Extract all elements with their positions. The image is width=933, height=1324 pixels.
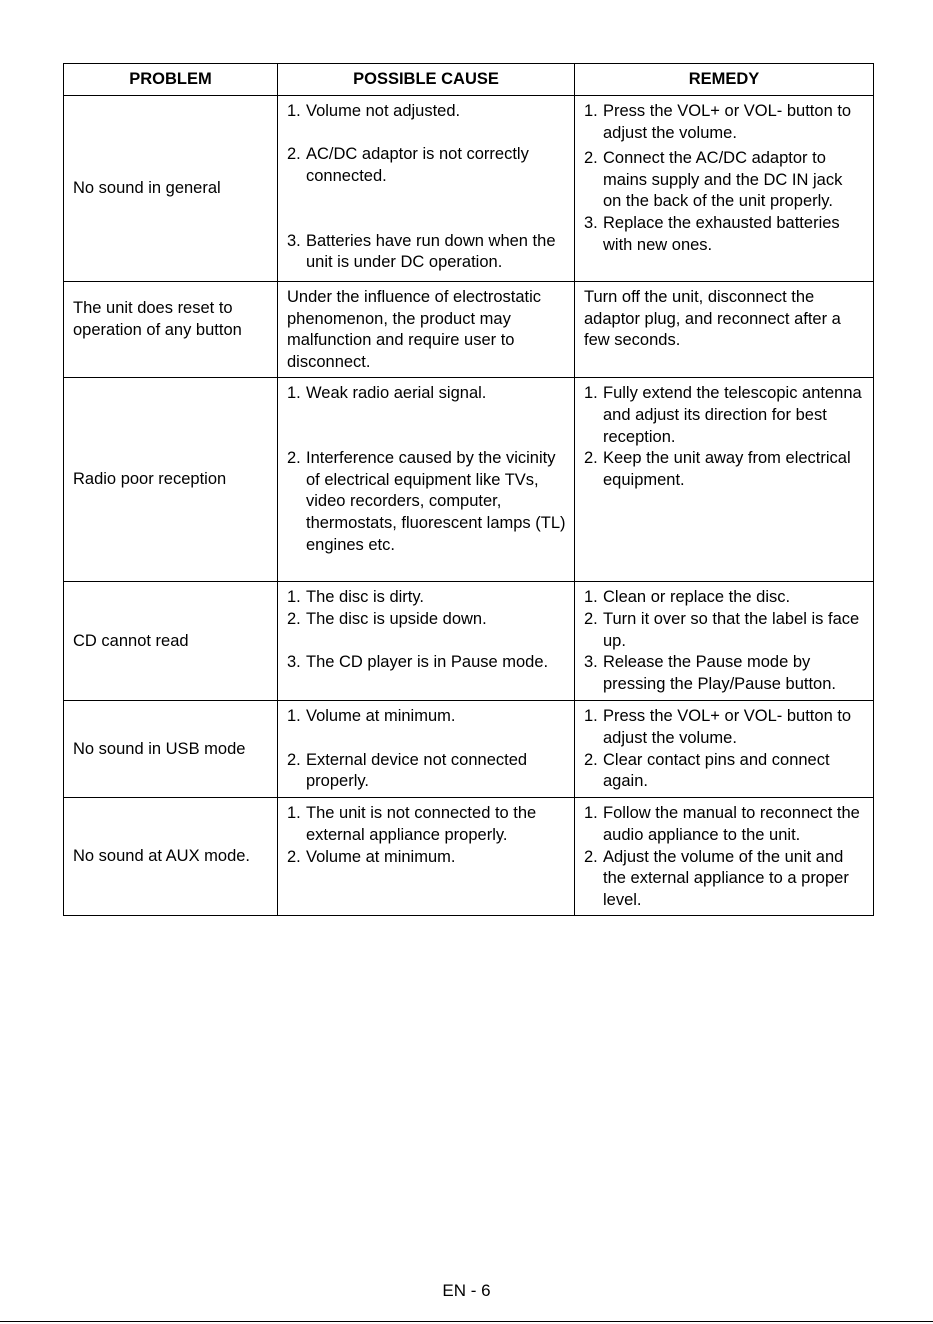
list-item: 1. The unit is not connected to the external appliance properly. [287,804,537,844]
header-remedy: REMEDY [575,64,874,96]
list-item: 1. Weak radio aerial signal. [287,384,487,403]
cause-cell [278,798,575,916]
list-item: 2. External device not connected properly. [287,750,528,791]
remedy-cell [575,378,874,582]
list-item: 2. AC/DC adaptor is not correctly connected. [287,145,529,185]
list-item: 1. Press the VOL+ or VOL- button to adjust the volume. [584,102,852,142]
header-problem: PROBLEM [64,64,278,96]
header-possible-cause: POSSIBLE CAUSE [278,64,575,96]
list-item: 1. Fully extend the telescopic antenna and adjust its direction for best reception. [584,384,862,446]
list-item: 2. Connect the AC/DC adaptor to mains supply and the DC IN jack on the back of the unit properly. [584,149,843,211]
list-item: 3. Batteries have run down when the unit is under DC operation. [287,231,556,272]
list-item: 1. Volume at minimum. [287,707,456,726]
remedy-cell [575,96,874,282]
list-item: 3. The CD player is in Pause mode. [287,653,549,672]
list-item: 2. Turn it over so that the label is face up. [584,609,860,650]
cause-cell [278,701,575,798]
remedy-cell: Turn off the unit, disconnect the adaptor plug, and reconnect after a few seconds. [575,282,874,378]
table-row [64,282,874,378]
list-item: 1. Clean or replace the disc. [584,588,791,607]
problem-cell: CD cannot read [64,582,278,701]
cause-cell [278,582,575,701]
table-row [64,378,874,582]
list-item: 2. Volume at minimum. [287,847,456,866]
problem-cell: The unit does reset to operation of any button [64,282,278,378]
problem-cell: Radio poor reception [64,378,278,582]
table-row [64,96,874,282]
list-item: 2. Clear contact pins and connect again. [584,750,830,791]
problem-cell: No sound in general [64,96,278,282]
table-header-row [64,64,874,96]
list-item: 1. Volume not adjusted. [287,102,461,120]
list-item: 1. Press the VOL+ or VOL- button to adjust the volume. [584,707,852,747]
remedy-cell [575,798,874,916]
bottom-divider [0,1321,933,1322]
table-row [64,582,874,701]
list-item: 2. The disc is upside down. [287,609,487,628]
problem-cell: No sound in USB mode [64,701,278,798]
table-row [64,798,874,916]
remedy-cell [575,582,874,701]
problem-cell: No sound at AUX mode. [64,798,278,916]
cause-cell [278,378,575,582]
page-number: EN - 6 [442,1281,491,1300]
list-item: 1. The disc is dirty. [287,588,424,607]
list-item: 3. Replace the exhausted batteries with new ones. [584,213,840,254]
list-item: 2. Keep the unit away from electrical equipment. [584,449,851,489]
cause-cell [278,96,575,282]
list-item: 2. Adjust the volume of the unit and the external appliance to a proper level. [584,847,849,909]
cause-cell: Under the influence of electrostatic phenomenon, the product may malfunction and require user to disconnect. [278,282,575,378]
list-item: 2. Interference caused by the vicinity of electrical equipment like TVs, video recorders, computer, thermostats, fluorescent lamps (TL) engines etc. [287,449,566,554]
list-item: 3. Release the Pause mode by pressing the Play/Pause button. [584,653,836,693]
table-row [64,701,874,798]
troubleshooting-table [63,63,874,916]
list-item: 1. Follow the manual to reconnect the audio appliance to the unit. [584,804,860,844]
remedy-cell [575,701,874,798]
